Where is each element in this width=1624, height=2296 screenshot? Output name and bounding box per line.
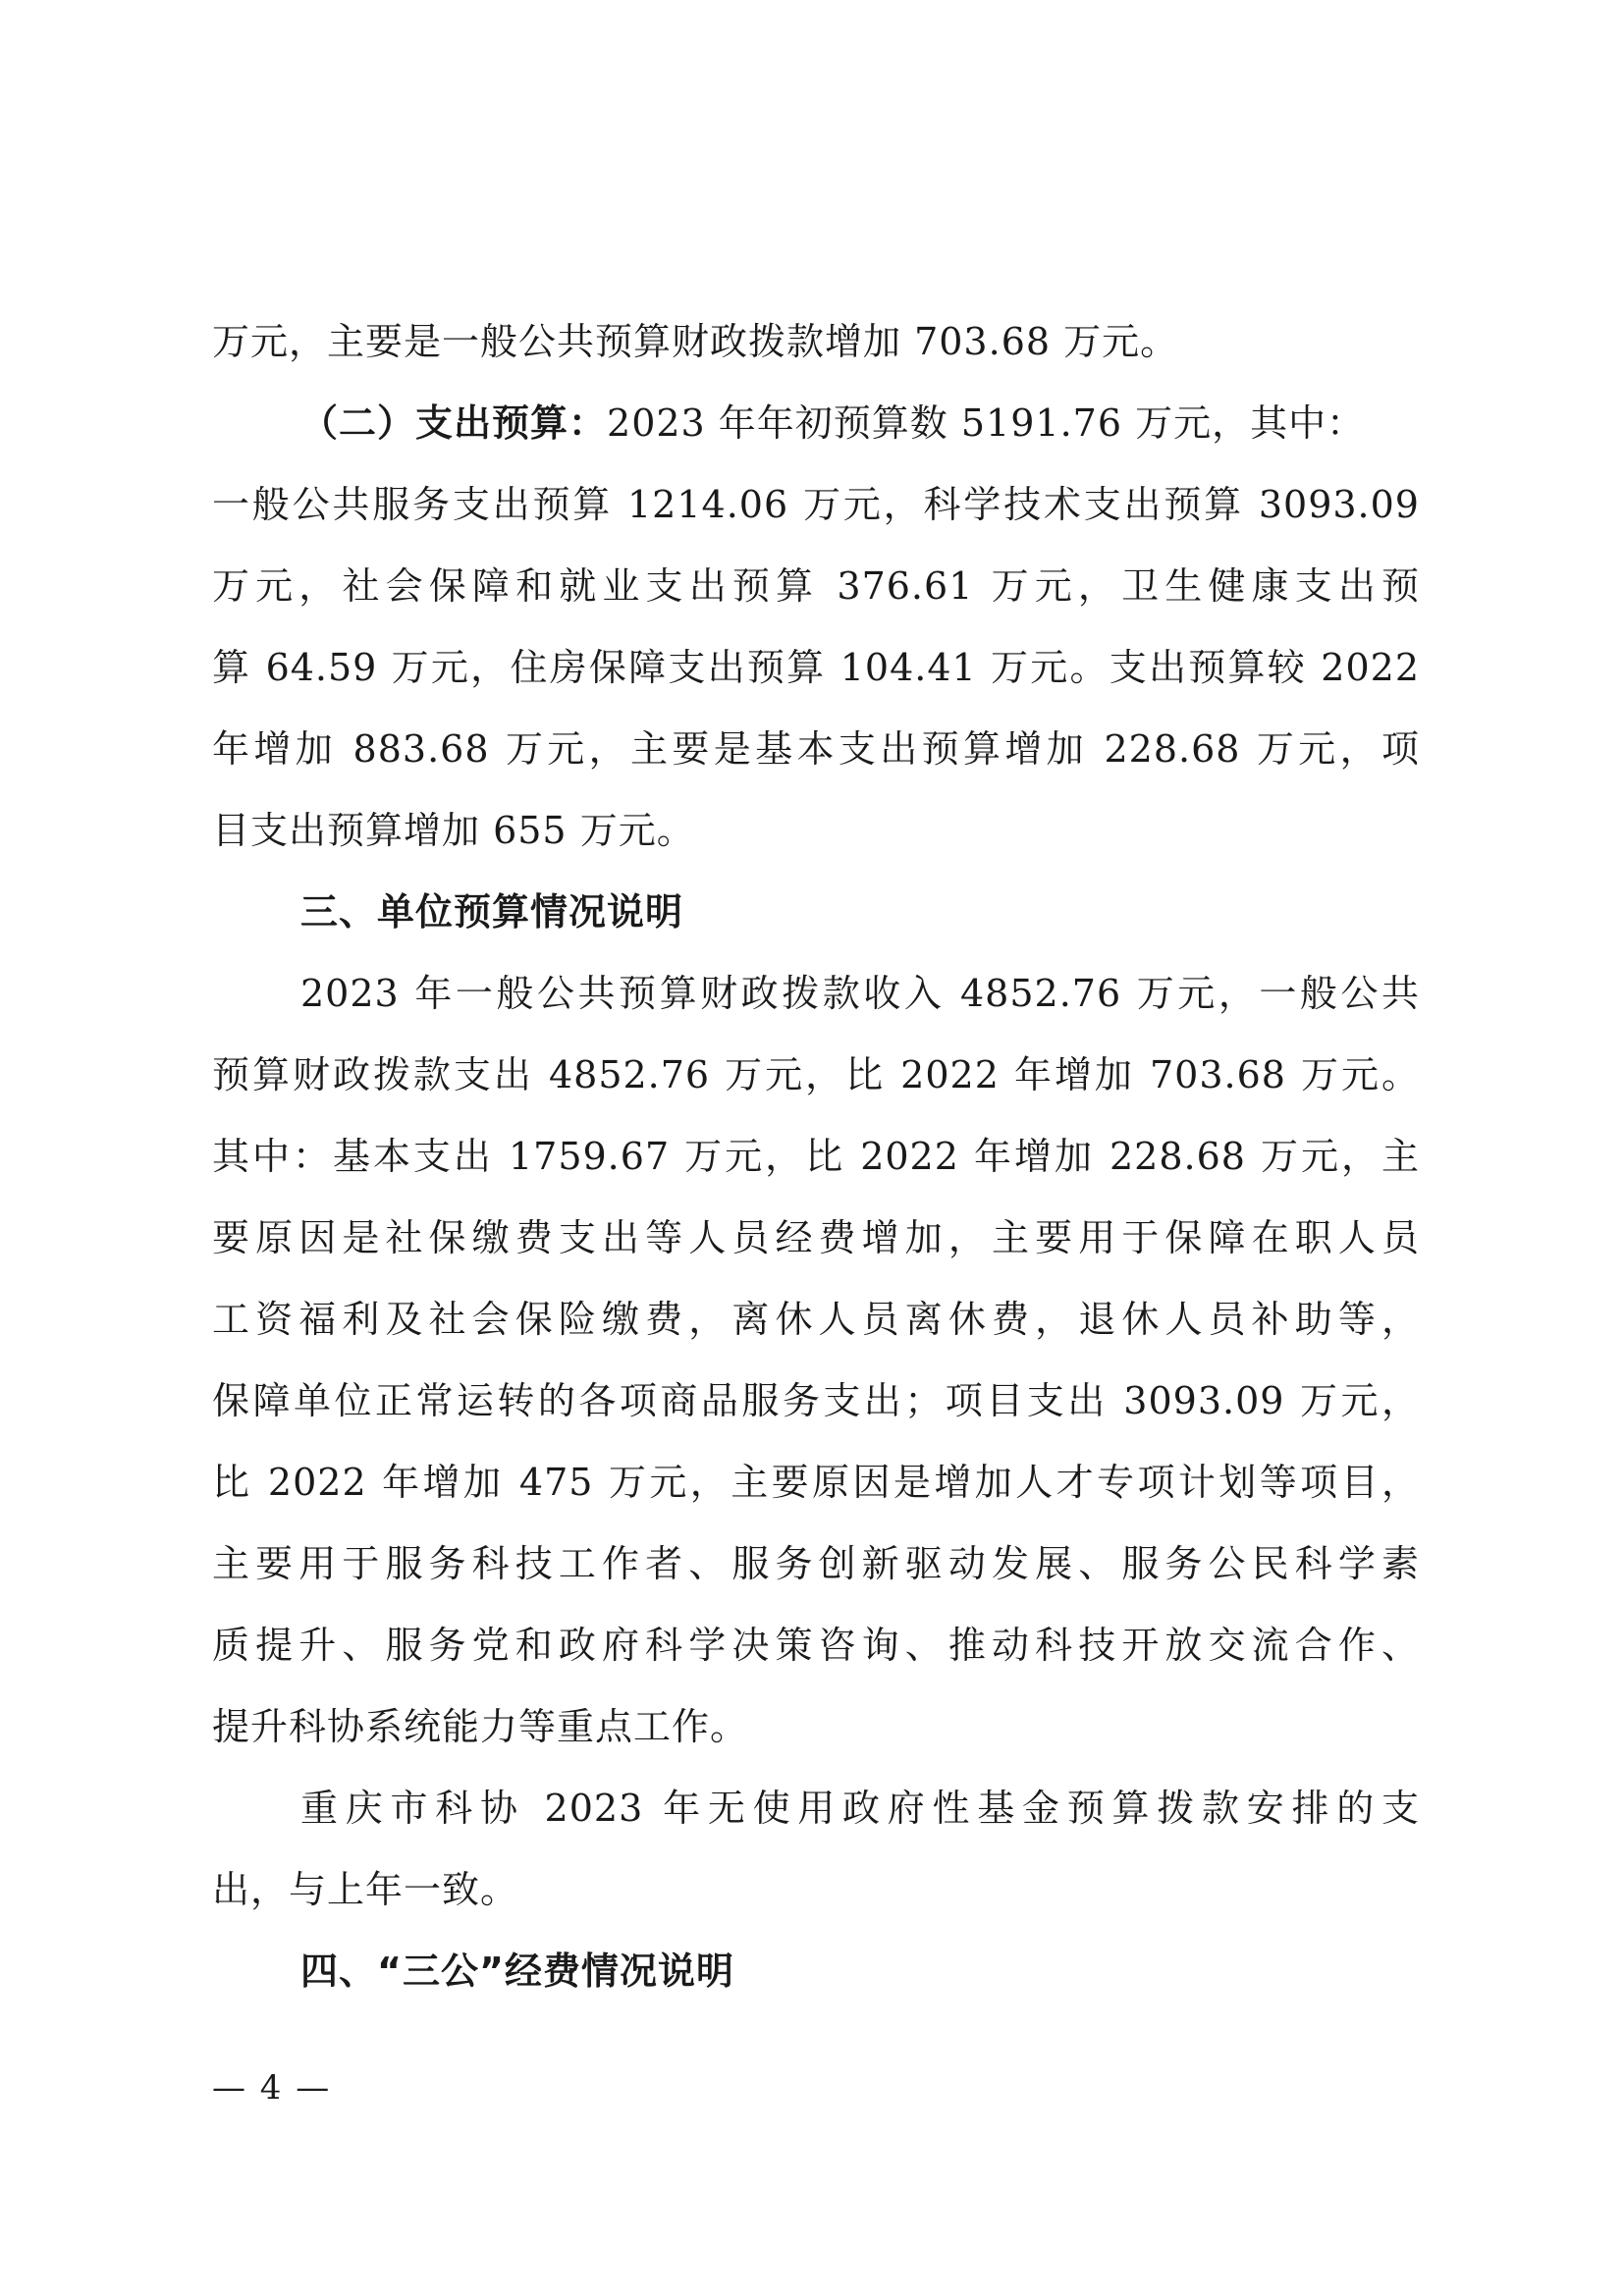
paragraph-line: 重庆市科协 2023 年无使用政府性基金预算拨款安排的支 [300,1787,1420,1830]
paragraph-line: 万元，主要是一般公共预算财政拨款增加 703.68 万元。 [212,320,1179,363]
paragraph-line: 算 64.59 万元，住房保障支出预算 104.41 万元。支出预算较 2022 [212,646,1420,689]
paragraph-line: 其中：基本支出 1759.67 万元，比 2022 年增加 228.68 万元，主 [212,1135,1420,1178]
paragraph-line: 主要用于服务科技工作者、服务创新驱动发展、服务公民科学素 [212,1542,1420,1585]
paragraph-line: 万元，社会保障和就业支出预算 376.61 万元，卫生健康支出预 [212,564,1420,608]
paragraph-line: 目支出预算增加 655 万元。 [212,809,695,852]
paragraph-line: 要原因是社保缴费支出等人员经费增加，主要用于保障在职人员 [212,1216,1420,1259]
section-heading-3: 三、单位预算情况说明 [300,890,684,934]
paragraph-line: 提升科协系统能力等重点工作。 [212,1705,749,1748]
page-number: — 4 — [212,2068,332,2108]
expenditure-budget-lead: （二）支出预算： [300,401,608,445]
paragraph-line: 出，与上年一致。 [212,1868,519,1911]
paragraph-line: 比 2022 年增加 475 万元，主要原因是增加人才专项计划等项目， [212,1461,1420,1504]
paragraph-line: 保障单位正常运转的各项商品服务支出；项目支出 3093.09 万元， [212,1379,1420,1422]
expenditure-budget-line [300,394,1420,453]
paragraph-line: 年增加 883.68 万元，主要是基本支出预算增加 228.68 万元，项 [212,727,1420,771]
paragraph-line: 一般公共服务支出预算 1214.06 万元，科学技术支出预算 3093.09 [212,483,1420,526]
section-heading-4: 四、“三公”经费情况说明 [300,1949,734,1993]
paragraph-line: 2023 年一般公共预算财政拨款收入 4852.76 万元，一般公共 [300,972,1420,1015]
paragraph-line: 预算财政拨款支出 4852.76 万元，比 2022 年增加 703.68 万元。 [212,1053,1420,1096]
paragraph-line: 质提升、服务党和政府科学决策咨询、推动科技开放交流合作、 [212,1624,1420,1667]
paragraph-line: 工资福利及社会保险缴费，离休人员离休费，退休人员补助等， [212,1298,1420,1341]
expenditure-budget-text: 2023 年年初预算数 5191.76 万元，其中： [607,401,1366,445]
